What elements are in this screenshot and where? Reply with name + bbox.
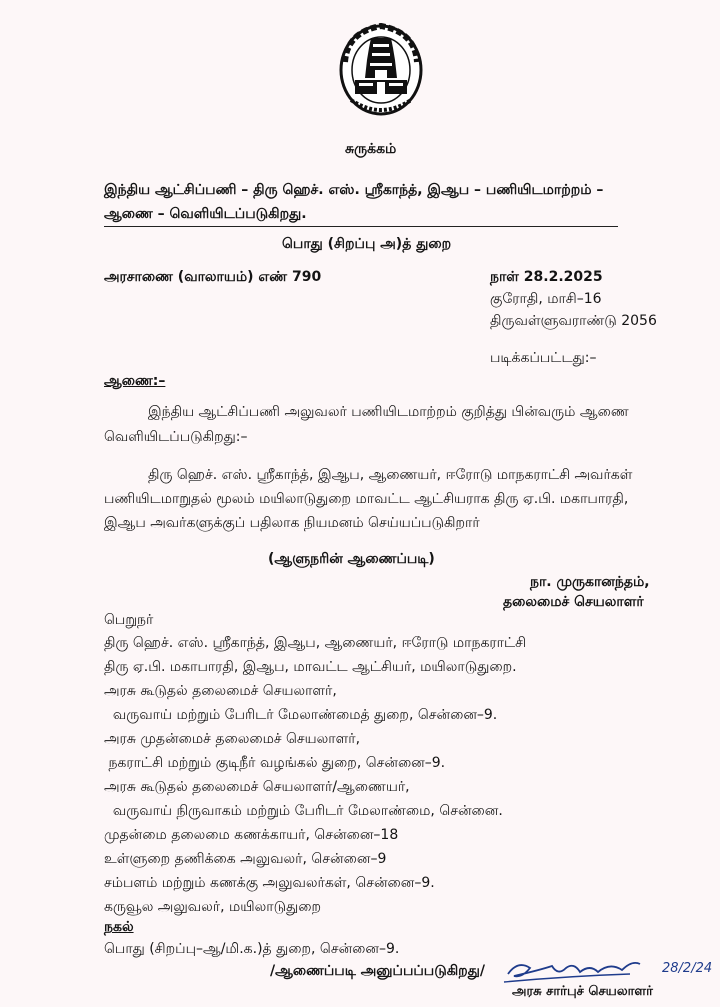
recipient-line: வருவாய் நிருவாகம் மற்றும் பேரிடர் மேலாண்மை, சென்னை. xyxy=(104,803,503,819)
tamil-nadu-government-emblem-icon xyxy=(337,20,425,128)
recipient-line: அரசு முதன்மைச் தலைமைச் செயலாளர், xyxy=(104,731,361,747)
recipient-line: திரு ஹெச். எஸ். ஸ்ரீகாந்த், இஆப, ஆணையர், ஈரோடு மாநகராட்சி xyxy=(104,635,527,651)
recipient-line: கருவூல அலுவலர், மயிலாடுதுறை xyxy=(104,899,321,915)
footer-designation: அரசு சார்புச் செயலாளர் xyxy=(512,984,653,999)
recipient-line: வருவாய் மற்றும் பேரிடர் மேலாண்மைத் துறை, சென்னை–9. xyxy=(104,707,498,723)
recipient-line: சம்பளம் மற்றும் கணக்கு அலுவலர்கள், சென்னை–9. xyxy=(104,875,435,891)
handwritten-date: 28/2/24 xyxy=(662,961,713,976)
department-title: பொது (சிறப்பு அ)த் துறை xyxy=(282,236,452,252)
recipients-heading: பெறுநர் xyxy=(104,612,154,628)
order-number: அரசாணை (வாலாயம்) எண் 790 xyxy=(104,269,322,285)
thiruvalluvar-year: திருவள்ளுவராண்டு 2056 xyxy=(490,313,657,329)
subject-divider xyxy=(104,226,618,227)
para1-line1: இந்திய ஆட்சிப்பணி அலுவலர் பணியிடமாற்றம் குறித்து பின்வரும் ஆணை xyxy=(148,404,629,420)
read-label: படிக்கப்பட்டது:– xyxy=(490,350,597,366)
recipient-line: உள்ளுறை தணிக்கை அலுவலர், சென்னை–9 xyxy=(104,851,387,867)
signatory-name: நா. முருகானந்தம், xyxy=(530,574,650,590)
signatory-designation: தலைமைச் செயலாளர் xyxy=(503,594,644,610)
recipient-line: அரசு கூடுதல் தலைமைச் செயலாளர்/ஆணையர், xyxy=(104,779,410,795)
brief-label: சுருக்கம் xyxy=(345,141,397,157)
para2-line2: பணியிடமாறுதல் மூலம் மயிலாடுதுறை மாவட்ட ஆட்சியராக திரு ஏ.பி. மகாபாரதி, xyxy=(104,491,629,507)
order-heading: ஆணை:– xyxy=(104,373,166,389)
recipient-line: திரு ஏ.பி. மகாபாரதி, இஆப, மாவட்ட ஆட்சியர், மயிலாடுதுறை. xyxy=(104,659,517,675)
subject-line-2: ஆணை – வெளியிடப்படுகிறது. xyxy=(104,206,307,222)
para2-line1: திரு ஹெச். எஸ். ஸ்ரீகாந்த், இஆப, ஆணையர், ஈரோடு மாநகராட்சி அவர்கள் xyxy=(148,467,633,483)
para2-line3: இஆப அவர்களுக்குப் பதிலாக நியமனம் செய்யப்படுகிறார் xyxy=(104,515,480,531)
recipient-line: நகராட்சி மற்றும் குடிநீர் வழங்கல் துறை, சென்னை–9. xyxy=(104,755,446,771)
order-date: நாள் 28.2.2025 xyxy=(490,269,603,285)
recipient-line: முதன்மை தலைமை கணக்காயர், சென்னை–18 xyxy=(104,827,399,843)
forwarded-note: /ஆணைப்படி அனுப்பப்படுகிறது/ xyxy=(270,963,485,979)
recipient-line: அரசு கூடுதல் தலைமைச் செயலாளர், xyxy=(104,683,337,699)
copy-line: பொது (சிறப்பு–ஆ/மி.க.)த் துறை, சென்னை–9. xyxy=(104,941,400,957)
by-order-of-governor: (ஆளுநரின் ஆணைப்படி) xyxy=(268,551,435,567)
tamil-date: குரோதி, மாசி–16 xyxy=(490,291,602,307)
subject-line-1: இந்திய ஆட்சிப்பணி – திரு ஹெச். எஸ். ஸ்ரீகாந்த், இஆப – பணியிடமாற்றம் – xyxy=(104,182,604,198)
copy-heading: நகல் xyxy=(104,919,134,935)
para1-line2: வெளியிடப்படுகிறது:– xyxy=(104,429,248,445)
